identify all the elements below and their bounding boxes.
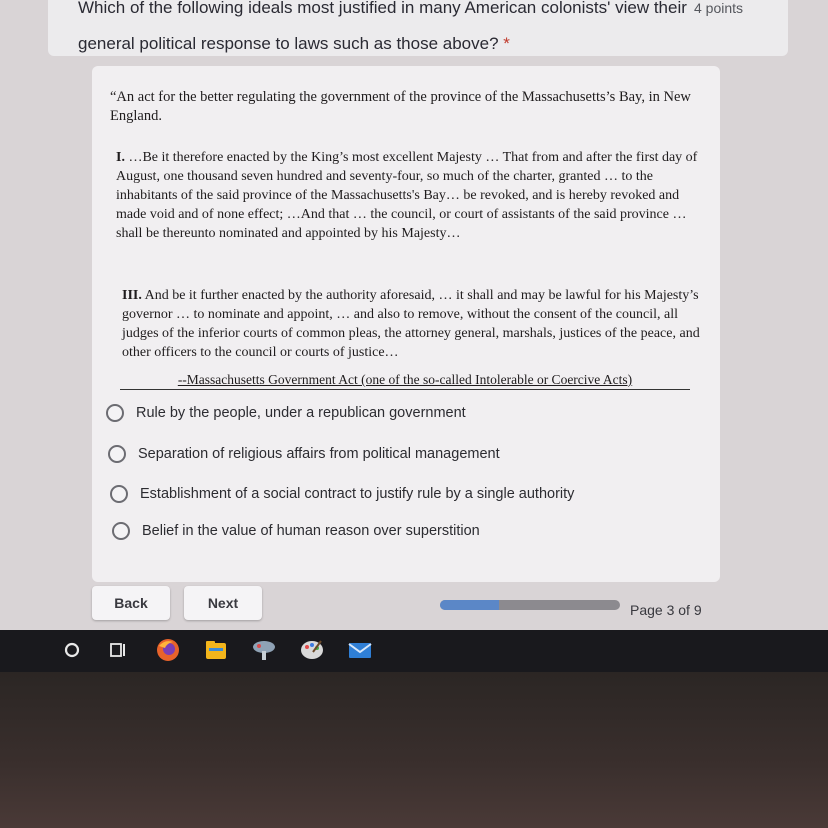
palette-icon[interactable]	[298, 637, 326, 663]
section-1-label: I.	[116, 150, 125, 165]
progress-bar	[440, 600, 620, 610]
radio-button[interactable]	[106, 404, 124, 422]
excerpt-section-3	[122, 286, 704, 362]
option-4[interactable]	[112, 522, 480, 540]
page-indicator: Page 3 of 9	[630, 602, 702, 618]
progress-fill	[440, 600, 499, 610]
option-label: Establishment of a social contract to justify rule by a single authority	[140, 486, 575, 502]
option-2[interactable]	[108, 445, 500, 463]
radio-button[interactable]	[110, 485, 128, 503]
firefox-icon[interactable]	[154, 637, 182, 663]
section-1-text: …Be it therefore enacted by the King’s most excellent Majesty … That from and after the first day of August, one thousand seven hundred and seventy-four, so much of the charter, granted … to the inhabitants of the said province of the Massachusetts's Bay… be revoked, and is hereby revoked and made void and of none effect; …And that … the council, or court of assistants of the said province … shall be thereunto nominated and appointed by his Majesty…	[116, 150, 698, 241]
app-icon[interactable]	[250, 637, 278, 663]
excerpt-source	[120, 372, 690, 390]
next-button[interactable]: Next	[184, 586, 262, 620]
excerpt-section-1	[116, 148, 702, 243]
back-button[interactable]: Back	[92, 586, 170, 620]
mail-icon[interactable]	[346, 637, 374, 663]
section-3-label: III.	[122, 288, 142, 303]
radio-button[interactable]	[108, 445, 126, 463]
question-label: Which of the following ideals most justified in many American colonists' view their general political response to laws such as those above?	[78, 0, 687, 53]
radio-button[interactable]	[112, 522, 130, 540]
option-1[interactable]	[106, 404, 466, 422]
points-label: 4 points	[694, 0, 744, 16]
files-icon[interactable]	[202, 637, 230, 663]
option-label: Separation of religious affairs from political management	[138, 446, 500, 462]
option-label: Rule by the people, under a republican government	[136, 405, 466, 421]
monitor-bezel	[0, 672, 828, 828]
question-text	[78, 0, 688, 62]
launcher-icon[interactable]	[58, 637, 86, 663]
option-3[interactable]	[110, 485, 574, 503]
option-label: Belief in the value of human reason over superstition	[142, 523, 480, 539]
excerpt-title: “An act for the better regulating the government of the province of the Massachusetts’s Bay, in New England.	[110, 89, 691, 124]
source-citation: --Massachusetts Government Act (one of the so-called Intolerable or Coercive Acts)	[177, 372, 633, 387]
required-mark: *	[503, 34, 510, 53]
section-3-text: And be it further enacted by the authority aforesaid, … it shall and may be lawful for his Majesty’s governor … to nominate and appoint, … and also to remove, without the consent of the council, all judges of the inferior courts of common pleas, the attorney general, marshals, justices of the peace, and other officers to the council or courts of justice…	[122, 288, 700, 360]
overview-icon[interactable]	[104, 637, 132, 663]
